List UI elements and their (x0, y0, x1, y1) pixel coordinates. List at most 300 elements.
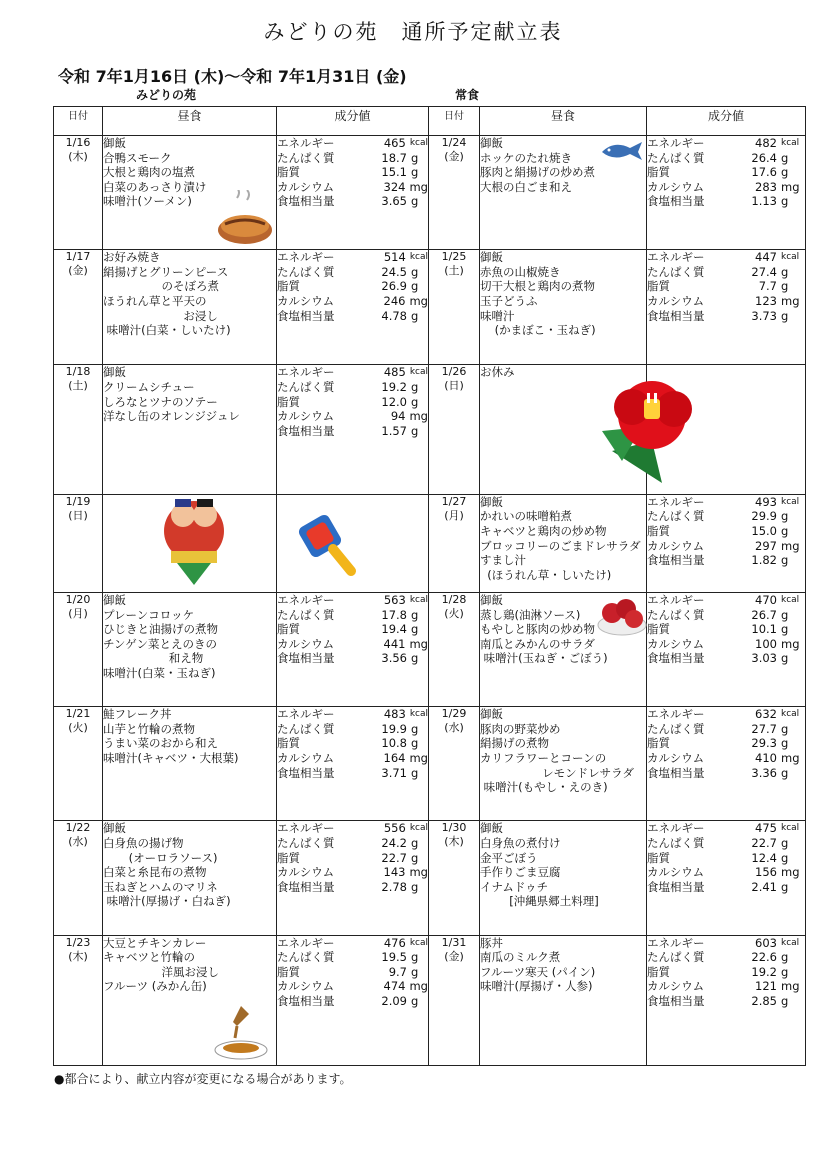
nutrient-row (277, 424, 428, 439)
date-cell (54, 707, 103, 821)
nutrient-value: 94 (390, 409, 406, 424)
lunch-menu-cell (480, 707, 647, 821)
nutrient-row (647, 309, 805, 324)
nutrient-label: 脂質 (277, 394, 300, 409)
nutrient-label: たんぱく質 (277, 950, 335, 965)
lunch-menu-cell (103, 935, 277, 1065)
nutrient-value: 1.57 (381, 423, 407, 438)
nutrient-value: 283 (755, 179, 777, 194)
date-cell (54, 494, 103, 592)
menu-table (53, 106, 806, 1066)
menu-item: 味噌汁 (480, 308, 515, 323)
menu-item: 白菜のあっさり漬け (103, 179, 207, 194)
nutrient-label: たんぱく質 (277, 264, 335, 279)
nutrient-value: 24.2 (381, 836, 407, 850)
nutrient-unit: g (411, 879, 419, 894)
menu-item: 洋なし缶のオレンジジュレ (103, 409, 240, 424)
menu-row (54, 494, 806, 592)
menu-item: カリフラワーとコーンの (480, 750, 607, 765)
date: 1/25 (441, 250, 467, 264)
diet-type: 常食 (455, 88, 480, 102)
nutrient-label: エネルギー (277, 592, 335, 607)
nutrient-unit: kcal (781, 937, 800, 948)
nutrient-unit: mg (409, 636, 428, 651)
menu-item: 味噌汁(もやし・えのき) (480, 780, 608, 795)
nutrient-value: 24.5 (381, 264, 407, 279)
menu-item: 白身魚の揚げ物 (103, 836, 184, 850)
menu-item: 御飯 (480, 592, 503, 607)
nutrient-label: 食塩相当量 (277, 879, 335, 894)
nutrient-row (277, 979, 428, 994)
nutrient-label: カルシウム (647, 636, 705, 651)
nutrient-unit: g (781, 553, 789, 568)
fried-chicken-illustration (596, 593, 648, 637)
nutrient-label: 食塩相当量 (647, 194, 705, 209)
nutrient-unit: g (411, 836, 419, 850)
nutrition-cell (647, 935, 806, 1065)
lunch-menu-cell (103, 250, 277, 365)
menu-item: かれいの味噌粕煮 (480, 509, 572, 524)
new-year-gods-illustration (157, 491, 231, 587)
nutrient-label: たんぱく質 (647, 150, 705, 165)
nutrient-value: 556 (383, 821, 406, 836)
nutrient-value: 2.41 (751, 879, 777, 894)
nutrient-value: 29.3 (751, 736, 777, 751)
nutrient-label: 脂質 (647, 523, 670, 538)
menu-row (54, 707, 806, 821)
nutrient-label: 食塩相当量 (647, 994, 705, 1009)
menu-item: 御飯 (480, 707, 503, 722)
date: 1/16 (65, 136, 91, 149)
nutrient-value: 603 (755, 935, 777, 950)
nutrient-unit: kcal (409, 823, 428, 834)
menu-item: 大根と鶏肉の塩煮 (103, 165, 195, 180)
nutrient-label: 食塩相当量 (277, 308, 335, 323)
nutrient-unit: g (411, 994, 419, 1009)
nutrient-unit: kcal (409, 367, 428, 378)
nutrient-unit: g (781, 736, 789, 751)
nutrient-row (647, 865, 805, 880)
nutrient-row (277, 637, 428, 652)
menu-item: フルーツ寒天 (パイン) (480, 964, 596, 979)
nutrient-value: 2.78 (381, 879, 407, 894)
nutrient-row (277, 880, 428, 895)
nutrient-row (277, 194, 428, 209)
nutrient-row (277, 736, 428, 751)
nutrient-unit: g (411, 264, 419, 279)
nutrient-row (277, 707, 428, 722)
day-of-week: (日) (68, 508, 88, 522)
nutrient-value: 100 (755, 636, 777, 651)
menu-item: チンゲン菜とえのきの (103, 636, 217, 651)
nutrient-row (277, 936, 428, 951)
menu-item: 御飯 (103, 821, 126, 836)
lunch-menu-cell (103, 707, 277, 821)
nutrient-value: 476 (383, 935, 406, 950)
nutrient-label: エネルギー (277, 365, 335, 380)
nutrient-unit: mg (409, 750, 428, 765)
nutrient-label: 食塩相当量 (277, 765, 335, 780)
menu-item: 白身魚の煮付け (480, 836, 561, 850)
nutrition-cell (647, 250, 806, 365)
menu-row (54, 365, 806, 494)
nutrient-row (277, 309, 428, 324)
menu-item: 味噌汁(厚揚げ・人参) (480, 979, 593, 994)
nutrient-value: 27.7 (751, 721, 777, 736)
curry-illustration (211, 1004, 269, 1062)
nutrient-unit: g (781, 950, 789, 965)
nutrient-label: カルシウム (647, 538, 705, 553)
nutrient-row (277, 622, 428, 637)
nutrient-label: カルシウム (647, 179, 705, 194)
nutrient-row (647, 622, 805, 637)
nutrient-label: 脂質 (647, 850, 670, 865)
menu-item: 御飯 (480, 136, 503, 150)
menu-item: 赤魚の山椒焼き (480, 264, 561, 279)
date-cell (54, 136, 103, 250)
nutrient-value: 15.1 (381, 165, 407, 180)
nutrient-row (277, 409, 428, 424)
nutrient-row (647, 539, 805, 554)
lunch-menu-cell (103, 821, 277, 935)
menu-item: ホッケのたれ焼き (480, 150, 572, 165)
date-cell (429, 592, 480, 706)
nutrient-value: 485 (383, 365, 406, 380)
nutrient-value: 22.6 (751, 950, 777, 965)
lunch-menu-cell (480, 821, 647, 935)
nutrient-unit: g (411, 622, 419, 637)
date: 1/30 (441, 821, 467, 835)
menu-item: [沖縄県郷土料理] (480, 894, 599, 909)
menu-item: 豚肉と絹揚げの炒め煮 (480, 165, 595, 180)
nutrient-label: たんぱく質 (277, 607, 335, 622)
menu-item: 鮭フレーク丼 (103, 707, 172, 722)
date-cell (429, 494, 480, 592)
nutrient-unit: g (781, 308, 789, 323)
date-cell (429, 365, 480, 494)
nutrient-label: たんぱく質 (647, 607, 705, 622)
lunch-menu-cell (103, 365, 277, 494)
nutrient-label: 食塩相当量 (647, 879, 705, 894)
menu-row (54, 592, 806, 706)
date: 1/23 (65, 935, 91, 949)
nutrient-label: エネルギー (647, 494, 705, 509)
menu-item: 手作りごま豆腐 (480, 865, 561, 880)
date: 1/22 (65, 821, 91, 835)
day-of-week: (月) (68, 606, 88, 620)
date: 1/24 (441, 136, 467, 149)
nutrient-unit: g (411, 721, 419, 736)
menu-item: キャベツと竹輪の (103, 950, 195, 965)
menu-item: 金平ごぼう (480, 850, 538, 865)
nutrition-cell (277, 250, 429, 365)
date: 1/31 (441, 935, 467, 949)
nutrient-value: 465 (383, 136, 406, 150)
nutrient-row (647, 279, 805, 294)
menu-item: 御飯 (103, 136, 126, 150)
nutrient-value: 447 (755, 250, 777, 265)
nutrient-row (647, 965, 805, 980)
header-date: 日付 (54, 107, 103, 136)
nutrient-value: 470 (755, 592, 777, 607)
nutrient-value: 15.0 (751, 523, 777, 538)
menu-item: 御飯 (480, 250, 503, 265)
nutrition-cell (647, 707, 806, 821)
nutrient-value: 19.5 (381, 950, 407, 965)
nutrient-row (647, 553, 805, 568)
nutrient-unit: g (781, 622, 789, 637)
menu-item: 味噌汁(玉ねぎ・ごぼう) (480, 651, 608, 666)
nutrient-label: 脂質 (647, 964, 670, 979)
menu-item: すまし汁 (480, 553, 526, 568)
date-cell (429, 707, 480, 821)
lunch-menu-cell (480, 592, 647, 706)
nutrient-label: エネルギー (647, 707, 705, 722)
nutrient-unit: g (411, 308, 419, 323)
nutrient-unit: kcal (781, 252, 800, 263)
date: 1/18 (65, 365, 91, 379)
nutrient-label: 食塩相当量 (647, 308, 705, 323)
nutrient-unit: kcal (409, 594, 428, 605)
nutrient-row (647, 265, 805, 280)
menu-item: フルーツ (みかん缶) (103, 979, 207, 994)
date: 1/29 (441, 707, 467, 721)
okonomiyaki-illustration (215, 190, 275, 248)
date-cell (54, 821, 103, 935)
menu-row (54, 821, 806, 935)
header-date: 日付 (429, 107, 480, 136)
nutrient-unit: kcal (409, 937, 428, 948)
menu-item: 白菜と糸昆布の煮物 (103, 865, 207, 880)
nutrient-label: カルシウム (277, 409, 335, 424)
nutrient-unit: mg (409, 409, 428, 424)
menu-item: もやしと豚肉の炒め物 (480, 622, 595, 637)
nutrient-label: 食塩相当量 (277, 651, 335, 666)
nutrient-unit: kcal (781, 823, 800, 834)
nutrient-label: 脂質 (647, 279, 670, 294)
date: 1/21 (65, 707, 91, 721)
nutrient-value: 2.09 (381, 994, 407, 1009)
nutrient-label: カルシウム (647, 750, 705, 765)
menu-item: 絹揚げの煮物 (480, 736, 549, 751)
nutrient-unit: kcal (409, 138, 428, 148)
nutrient-label: 脂質 (277, 165, 300, 180)
nutrient-label: エネルギー (647, 250, 705, 265)
nutrient-row (647, 936, 805, 951)
nutrient-label: エネルギー (277, 250, 335, 265)
nutrient-value: 12.0 (381, 394, 407, 409)
menu-item: イナムドゥチ (480, 879, 549, 894)
nutrient-value: 12.4 (751, 850, 777, 865)
nutrient-row (277, 165, 428, 180)
nutrient-unit: g (781, 964, 789, 979)
nutrient-unit: g (781, 264, 789, 279)
nutrient-row (277, 180, 428, 195)
nutrient-label: エネルギー (647, 935, 705, 950)
nutrient-value: 26.4 (751, 150, 777, 165)
menu-item: 南瓜のミルク煮 (480, 950, 561, 965)
menu-row (54, 136, 806, 250)
nutrient-value: 2.85 (751, 994, 777, 1009)
nutrient-label: カルシウム (277, 750, 335, 765)
day-of-week: (火) (68, 721, 88, 735)
date-cell (429, 250, 480, 365)
nutrient-label: エネルギー (277, 935, 335, 950)
nutrient-label: 脂質 (647, 622, 670, 637)
menu-item: 豚肉の野菜炒め (480, 721, 561, 736)
date-cell (429, 821, 480, 935)
nutrient-value: 18.7 (381, 150, 407, 165)
nutrient-value: 29.9 (751, 509, 777, 524)
page-title: みどりの苑 通所予定献立表 (263, 20, 563, 44)
nutrient-value: 4.78 (381, 308, 407, 323)
nutrient-label: たんぱく質 (277, 721, 335, 736)
date-cell (54, 935, 103, 1065)
nutrient-unit: g (411, 950, 419, 965)
lunch-menu-cell (480, 365, 647, 494)
nutrient-row (647, 651, 805, 666)
menu-item: 切干大根と鶏肉の煮物 (480, 279, 595, 294)
nutrient-unit: g (411, 651, 419, 666)
nutrient-unit: g (781, 721, 789, 736)
nutrient-unit: g (411, 850, 419, 865)
nutrient-unit: mg (781, 979, 800, 994)
header-lunch: 昼食 (480, 107, 647, 136)
nutrient-value: 10.1 (751, 622, 777, 637)
nutrient-unit: mg (409, 179, 428, 194)
facility-name: みどりの苑 (136, 88, 197, 102)
menu-item: 玉ねぎとハムのマリネ (103, 879, 218, 894)
nutrient-row (277, 365, 428, 380)
menu-item: 御飯 (480, 821, 503, 836)
nutrient-row (277, 851, 428, 866)
nutrient-label: カルシウム (277, 865, 335, 880)
nutrition-cell (277, 821, 429, 935)
nutrient-value: 3.03 (751, 651, 777, 666)
nutrient-value: 493 (755, 494, 777, 509)
nutrient-unit: g (781, 509, 789, 524)
lunch-menu-cell (103, 494, 277, 592)
nutrient-label: 脂質 (277, 622, 300, 637)
day-of-week: (木) (68, 150, 88, 163)
nutrient-unit: g (781, 150, 789, 165)
nutrient-label: カルシウム (277, 636, 335, 651)
menu-item: 玉子どうふ (480, 294, 538, 309)
nutrient-unit: mg (409, 294, 428, 309)
nutrient-unit: g (781, 850, 789, 865)
menu-item: ほうれん草と平天の (103, 294, 207, 309)
nutrient-row (647, 736, 805, 751)
nutrient-label: 脂質 (277, 736, 300, 751)
menu-item: 味噌汁(キャベツ・大根葉) (103, 750, 239, 765)
nutrient-value: 9.7 (388, 964, 407, 979)
nutrient-label: カルシウム (277, 979, 335, 994)
menu-period: 令和 7年1月16日 (木)〜令和 7年1月31日 (金) (58, 67, 407, 86)
menu-item: 味噌汁(ソーメン) (103, 194, 192, 209)
nutrition-cell (277, 935, 429, 1065)
nutrition-cell (647, 592, 806, 706)
nutrient-unit: g (411, 150, 419, 165)
nutrient-unit: g (411, 165, 419, 180)
date: 1/26 (441, 365, 467, 379)
nutrient-unit: g (411, 765, 419, 780)
menu-item: 南瓜とみかんのサラダ (480, 636, 595, 651)
menu-item: 御飯 (103, 592, 126, 607)
nutrient-row (277, 821, 428, 836)
nutrient-row (277, 766, 428, 781)
menu-item: しろなとツナのソテー (103, 394, 218, 409)
lunch-menu-cell (480, 935, 647, 1065)
nutrient-label: カルシウム (277, 179, 335, 194)
nutrient-unit: kcal (781, 496, 800, 507)
nutrient-row (277, 651, 428, 666)
nutrient-row (277, 865, 428, 880)
nutrient-unit: g (781, 194, 789, 209)
nutrient-label: たんぱく質 (277, 380, 335, 395)
nutrient-label: たんぱく質 (647, 721, 705, 736)
nutrient-value: 324 (383, 179, 406, 194)
nutrient-unit: mg (409, 865, 428, 880)
menu-item: 御飯 (103, 365, 126, 380)
menu-item: プレーンコロッケ (103, 607, 195, 622)
nutrient-value: 17.8 (381, 607, 407, 622)
nutrient-unit: mg (781, 179, 800, 194)
nutrient-row (647, 994, 805, 1009)
nutrient-value: 3.73 (751, 308, 777, 323)
nutrient-label: カルシウム (277, 294, 335, 309)
nutrient-unit: g (781, 165, 789, 180)
nutrient-row (647, 194, 805, 209)
nutrient-row (277, 593, 428, 608)
nutrient-row (647, 593, 805, 608)
day-of-week: (土) (68, 379, 88, 393)
nutrient-row (647, 766, 805, 781)
nutrition-cell (277, 365, 429, 494)
day-of-week: (金) (444, 150, 464, 163)
menu-item: お休み (480, 365, 515, 380)
menu-item: キャベツと鶏肉の炒め物 (480, 523, 607, 538)
nutrition-cell (647, 494, 806, 592)
nutrient-label: たんぱく質 (277, 836, 335, 850)
day-of-week: (水) (444, 721, 464, 735)
nutrient-label: エネルギー (647, 136, 705, 150)
nutrient-label: エネルギー (647, 821, 705, 836)
nutrient-value: 27.4 (751, 264, 777, 279)
menu-item: ひじきと油揚げの煮物 (103, 622, 218, 637)
nutrient-label: 脂質 (647, 736, 670, 751)
nutrient-row (647, 165, 805, 180)
nutrient-label: たんぱく質 (647, 836, 705, 850)
nutrient-unit: kcal (409, 709, 428, 720)
nutrient-value: 19.2 (751, 964, 777, 979)
nutrient-label: エネルギー (277, 707, 335, 722)
nutrient-value: 10.8 (381, 736, 407, 751)
nutrient-label: 脂質 (277, 850, 300, 865)
nutrient-value: 474 (383, 979, 406, 994)
menu-item: お好み焼き (103, 250, 161, 265)
menu-item: 洋風お浸し (103, 964, 219, 979)
nutrient-unit: mg (781, 294, 800, 309)
nutrient-value: 121 (755, 979, 777, 994)
lunch-menu-cell (480, 250, 647, 365)
nutrient-row (647, 751, 805, 766)
nutrient-row (647, 608, 805, 623)
menu-item: 御飯 (480, 494, 503, 509)
menu-item: 絹揚げとグリーンピース (103, 264, 229, 279)
nutrient-row (647, 294, 805, 309)
nutrient-label: エネルギー (277, 136, 335, 150)
nutrient-row (647, 851, 805, 866)
